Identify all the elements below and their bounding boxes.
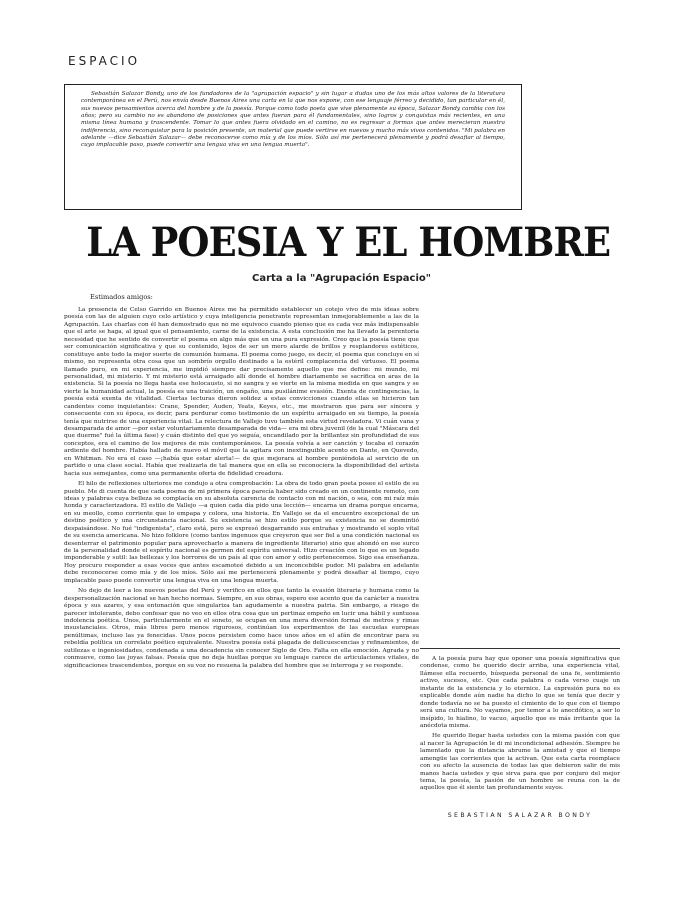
right-column <box>420 656 620 796</box>
author-signature: SEBASTIAN SALAZAR BONDY <box>447 812 593 819</box>
body-column <box>64 307 419 673</box>
article-subtitle: Carta a la "Agrupación Espacio" <box>252 273 431 284</box>
body-paragraph: El hilo de reflexiones ulteriores me condujo a otra comprobación: La obra de todo gran poeta posee el estilo de su pueblo. Me di cuenta de que cada poema de mi primera época parecía haber sido creado en un continente remoto, con ideas y palabras cuya belleza se complacía en su absoluta carencia de contacto con mi nación, o sea, con mi raíz más honda y caracterizadora. El estilo de Vallejo —a quien cada día pido una lección— encarna un drama porque encarna, en su meollo, como corriente que lo empapa y colora, una historia. En Vallejo se da el encuentro excepcional de un destino poético y una circunstancia nacional. Su existencia se hizo estilo porque su existencia no se desmintió despaisándose. No fué "indigenista", claro está, pero se expresó desgarrando sus entrañas y mostrando el soplo vital de su esencia americana. No hizo folklore (como tantos ingenuos que creyeron que ser fiel a una condición nacional es desenterrar el patrimonio popular para aprovecharlo a manera de ingrediente literario) sino que ahondó en ese surco de la personalidad donde el espíritu nacional es germen del espíritu universal. Hizo creación con lo que es un legado imponderable y sutil: las bellezas y los horrores de un país al que con amor y odio pertenecemos. Sigo esa enseñanza. Hoy procuro responder a esas voces que antes escamoteé debido a un inconcebible pudor. Mi palabra en adelante debe reconocerse como mía y de los míos. Sólo así me pertenecerá plenamente y podrá desafiar al tiempo, cuyo implacable paso puede convertir una lengua viva en una lengua muerta. <box>64 481 419 584</box>
intro-text: Sebastián Salazar Bondy, uno de los fundadores de la "agrupación espacio" y sin lugar a dudas uno de los más altos valores de la literatura contemporánea en el Perú, nos envía desde Buenos Aires una carta en la que nos expone, con ese lenguaje férreo y decidido, tan particular en él, sus nuevos pensamientos acerca del hombre y de la poesía. Porque como todo poeta que vive plenamente su época, Salazar Bondy cambia con los años; pero su cambio no es abandono de posiciones que antes fueran para él fundamentales, sino logros y conquistas más recientes, en una misma línea humana y trascendente. Tomar lo que antes fuera olvidado en el camino, no es regresar a formas que antes merecieran nuestra indiferencia, sino reconquistar para la posición presente, un material que puede vertirse en nuevos y mucho más vivos contenidos. "Mi palabra en adelante —dice Sebastián Salazar— debe reconocerse como mía y de los míos. Sólo así me pertenecerá plenamente y podrá desafiar al tiempo, cuyo implacable paso, puede convertir una lengua viva en una lengua muerta". <box>81 91 505 149</box>
body-paragraph: No dejo de leer a los nuevos poetas del Perú y verifico en ellos que tanto la evasión literaria y humana como la despersonalización nacional se han hecho normas. Siempre, en sus obras, espero ese acento que da carácter a nuestra época y sus azares, y esa entonación que singulariza tan agudamente a nuestra patria. Sin embargo, a riesgo de parecer intolerante, debo confesar que no veo en ellos otra cosa que un pertinaz empeño en lucir una hábil y suntuosa indolencia poética. Unos, particularmente en el soneto, se ocupan en una mera diversión formal de metros y rimas insustanciales. Otros, más libres pero menos rigurosos, continúan los experimentos de las escuelas europeas penúltimas, incluso las ya fenecidas. Unos pocos persisten como hace unos años en el afán de encontrar para su rebeldía política un correlato poético equivalente. Nuestra poesía está plagada de delicuescencias y refinamientos, de sutilezas e ingeniosidades, condenada a una decadencia sin conocer Siglo de Oro. Falta en ella emoción. Agrada y no conmueve, como las joyas falsas. Poesía que no deja huellas porque su lenguaje carece de articulaciones vitales, de significaciones trascendentes, porque en su voz no resuena la palabra del hombre que se interroga y se responde. <box>64 588 419 669</box>
right-paragraph: A la poesía pura hay que oponer una poesía significativa que condense, como he querido decir arriba, una experiencia vital, llámese ella recuerdo, búsqueda personal de una fe, sentimiento activo, sucesos, etc. Que cada palabra o cada verso cuaje un instante de la existencia y lo eternice. La expresión pura no es explicable donde aún nadie ha dicho lo que se tenía que decir y donde todavía no se ha puesto el cimiento de lo que con el tiempo será una cultura. No vayamos, por temor a lo anecdótico, a ser lo insípido, lo hialino, lo vacuo, aquello que es más irritante que la anécdota misma. <box>420 656 620 729</box>
column-divider <box>420 648 620 649</box>
intro-box <box>64 84 522 210</box>
article-title: LA POESIA Y EL HOMBRE <box>86 219 611 266</box>
section-header: ESPACIO <box>68 54 141 68</box>
body-paragraph: La presencia de Celso Garrido en Buenos Aires me ha permitido establecer un cotejo vivo de mis ideas sobre poesía con las de alguien cuyo celo artístico y cuya inteligencia penetrante representan inmejorablemente a las de la Agrupación. Las charlas con él han demostrado que no me equivoco cuando pienso que es cada vez más indispensable que el arte se haga, al igual que el pensamiento, carne de la existencia. A esta conclusión me ha llevado la perentoria necesidad que he sentido de convertir el poema en algo más que en una pura expresión. Creo que la poesía tiene que ser comunicación significativa y que su contenido, lejos de ser un mero alarde de brillos y resplandores estéticos, constituye ante todo la mejor suerte de comunión humana. El poema como juego, es decir, el poema que concluye en sí mismo, no representa otra cosa que un sombrío orgullo destinado a la estéril complacencia del virtuoso. El poema llamado puro, en mi experiencia, me impidió siempre dar precisamente aquello que me define: mi mundo, mi personalidad, mi misterio. Y mi misterio está arraigado allí donde el hombre diariamente se sacrifica en aras de la existencia. Si la poesía no llega hasta ese holocausto, si no sangra y se vierte en la misma medida en que sangra y se vierte la humanidad actual, la poesía es una traición, un engaño, una pusilánime evasión. Exenta de contingencias, la poesía está exenta de vitalidad. Ciertas lecturas dieron solidez a estas convicciones cuando ellas se hicieron tan candentes como inquietantes: Crane, Spender, Auden, Yeats, Keyes, etc., me mostraron que para ser sincera y consecuente con su época, es decir, para perdurar como testimonio de un espíritu arraigado en su tiempo, la poesía tenía que nutrirse de una experiencia vital. La relectura de Vallejo tuvo también esta virtud reveladora. Vi cuán vana y desamparada de amor —por estar voluntariamente desamparada de vida— era mi obra juvenil (de la cual "Máscara del que duerme" fué la última fase) y cuán distinto del que yo seguía, encandilado por la brillantez sin profundidad de sus conceptos, era el camino de los mejores de mis contemporáneos. La poesía volvía a ser canción y tocaba el corazón ardiente del hombre. Había hallado de nuevo el móvil que la agitara con inextinguible acento en Dante, en Quevedo, en Whitman. No era el caso —¡había que estar alerta!— de que mejorara al hombre poniéndola al servicio de un partido o una clase social. Había que realizarla de tal manera que en ella se reconociera la disponibilidad del artista hacia sus semejantes, como una permanente oferta de fidelidad creadora. <box>64 307 419 477</box>
letter-greeting: Estimados amigos: <box>90 293 153 301</box>
right-paragraph: He querido llegar hasta ustedes con la misma pasión con que al nacer la Agrupación le di mi incondicional adhesión. Siempre he lamentado que la distancia abrume la amistad y que el tiempo amengüe las corrientes que la activan. Que esta carta reemplace con su afecto la ausencia de todas las que debieron salir de mis manos hacia ustedes y que sirva para que por conjuro del mejor tema, la poesía, la pasión de un hombre se reuna con la de aquellos que él siente tan profundamente suyos. <box>420 733 620 792</box>
